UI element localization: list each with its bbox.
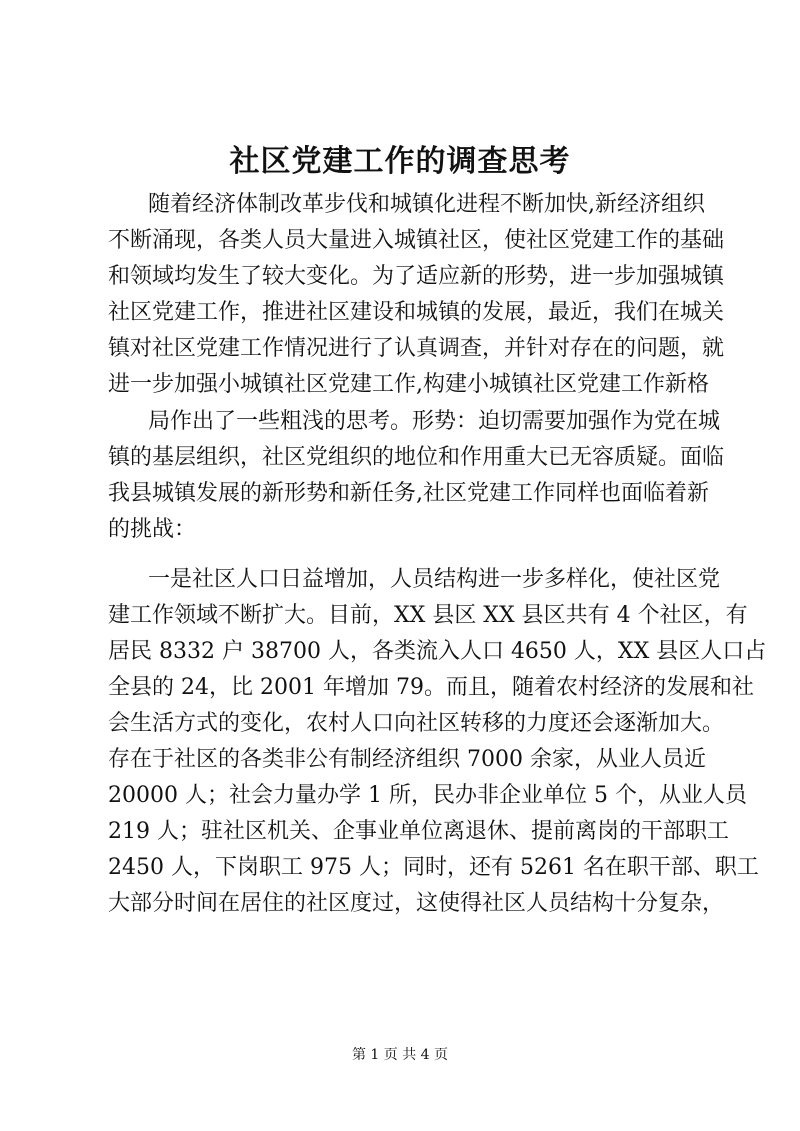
body-line-2: 不断涌现，各类人员大量进入城镇社区，使社区党建工作的基础 (108, 228, 725, 253)
body-line-4: 社区党建工作，推进社区建设和城镇的发展，最近，我们在城关 (108, 300, 725, 325)
body-line-19: 2450 人，下岗职工 975 人；同时，还有 5261 名在职干部、职工 (108, 855, 759, 880)
document-title: 社区党建工作的调查思考 (229, 144, 571, 179)
body-line-16: 存在于社区的各类非公有制经济组织 7000 余家，从业人员近 (108, 747, 706, 772)
body-line-1: 随着经济体制改革步伐和城镇化进程不断加快,新经济组织 (148, 192, 705, 217)
body-line-5: 镇对社区党建工作情况进行了认真调查，并针对存在的问题，就 (108, 336, 725, 361)
body-line-8: 镇的基层组织，社区党组织的地位和作用重大已无容质疑。面临 (108, 445, 725, 470)
body-line-9: 我县城镇发展的新形势和新任务,社区党建工作同样也面临着新 (108, 481, 709, 506)
body-line-7: 局作出了一些粗浅的思考。形势：迫切需要加强作为党在城 (148, 409, 721, 434)
body-line-14: 全县的 24，比 2001 年增加 79。而且，随着农村经济的发展和社 (108, 675, 754, 700)
body-line-17: 20000 人；社会力量办学 1 所，民办非企业单位 5 个，从业人员 (108, 783, 747, 808)
body-line-18: 219 人；驻社区机关、企事业单位离退休、提前离岗的干部职工 (108, 819, 729, 844)
body-line-15: 会生活方式的变化，农村人口向社区转移的力度还会逐渐加大。 (108, 711, 725, 736)
body-line-13: 居民 8332 户 38700 人，各类流入人口 4650 人，XX 县区人口占 (108, 639, 767, 664)
body-line-10: 的挑战： (108, 517, 197, 542)
body-line-6: 进一步加强小城镇社区党建工作,构建小城镇社区党建工作新格 (108, 372, 709, 397)
page-footer: 第 1 页 共 4 页 (351, 1047, 449, 1063)
body-line-11: 一是社区人口日益增加，人员结构进一步多样化，使社区党 (148, 567, 721, 592)
body-line-20: 大部分时间在居住的社区度过，这使得社区人员结构十分复杂， (108, 891, 725, 916)
body-line-3: 和领域均发生了较大变化。为了适应新的形势，进一步加强城镇 (108, 264, 725, 289)
body-line-12: 建工作领域不断扩大。目前，XX 县区 XX 县区共有 4 个社区，有 (108, 603, 748, 628)
